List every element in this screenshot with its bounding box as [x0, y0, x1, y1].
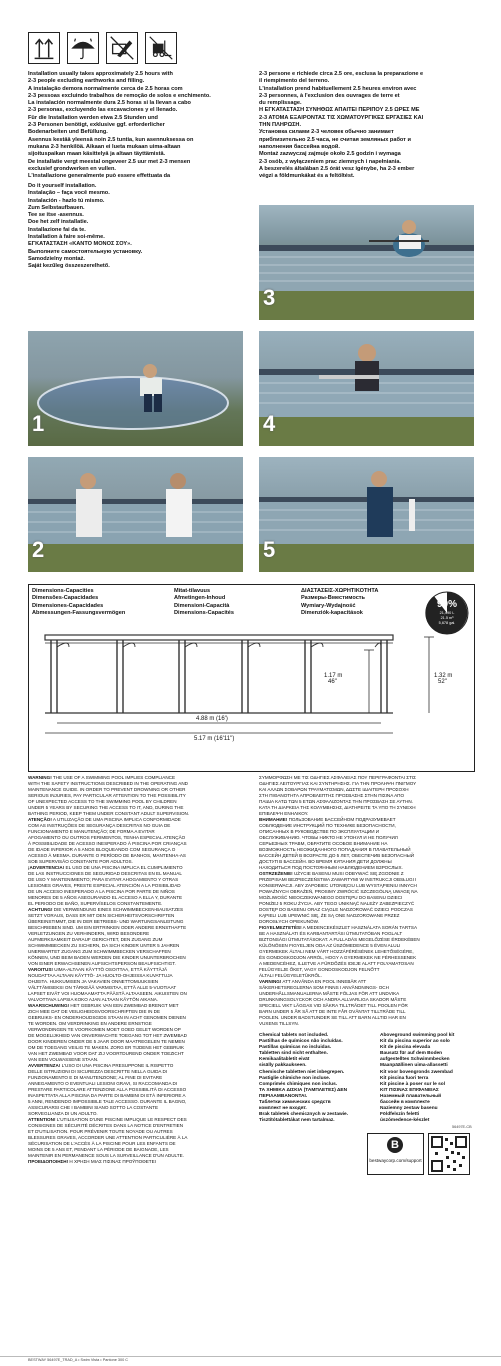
warning-text: INASPETTATA ALLA PISCINA DA PARTE DI BAMBINI DI ETÀ INFERIORE A — [28, 1093, 186, 1098]
warning-text: CONSIGNES DE SÉCURITÉ DÉCRITES DANS LA NOTICE D'ENTRETIEN — [28, 1123, 184, 1128]
warning-text: ΚΑΤΑ ΤΗ ΔΙΑΡΚΕΙΑ ΤΗΣ ΚΟΛΥΜΒΗΣΗΣ, ΔΙΑΤΗΡΕΙΤΕ ΤΑ ΥΠΟ ΤΗ ΣΥΝΕΧΗ — [259, 805, 416, 810]
warning-text: FELÜGYELJE ŐKET, VAGY GONDOSKODJON FELNŐTT — [259, 967, 380, 972]
step-4-photo — [259, 331, 474, 446]
warning-text: BIZTONSÁGI ÚTMUTATÁSOKAT. A FULLADÁS MEGELŐZÉSE ÉRDEKÉBEN — [259, 937, 420, 942]
install-time-line: L'installation prend habituellement 2.5 heures environ avec — [259, 85, 417, 92]
warning-text: KĄPIELI LUB UPEWNIĆ SIĘ, ŻE SĄ ONE NADZOROWANE PRZEZ — [259, 913, 400, 918]
warning-text: SOB SUPERVISÃO CONSTANTE POR ADULTOS. — [28, 859, 133, 864]
dimensions-heading-line: Abmessungen-Fassungsvermögen — [32, 609, 126, 616]
install-time-line: 2-3 personas, excluyendo las excavaciones y el llenado. — [28, 107, 178, 114]
warning-text: L'USO DI UNA PISCINA PRESUPPONE IL RISPETTO — [60, 1063, 174, 1068]
warning-text: ΣΥΜΜΟΡΦΩΣΗ ΜΕ ΤΙΣ ΟΔΗΓΙΕΣ ΑΣΦΑΛΕΙΑΣ ΠΟΥ ΠΕΡΙΓΡΑΦΟΝΤΑΙ ΣΤΙΣ — [259, 775, 416, 780]
warning-heading: ΠΡΟΕΙΔΟΠΟΙΗΣΗ! — [28, 1159, 69, 1164]
diy-line: Do it yourself installation. — [28, 183, 97, 189]
warning-text: UNERWARTET ZUGANG ZUM SCHWIMMBECKEN VERSCHAFFEN — [28, 949, 171, 954]
warning-text: Η ΧΡΗΣΗ ΜΙΑΣ ΠΙΣΙΝΑΣ ΠΡΟΫΠΟΘΕΤΕΙ — [68, 1159, 156, 1164]
diy-line: Doe het zelf installatie. — [28, 219, 89, 226]
bestway-logo-icon: B — [387, 1137, 403, 1153]
pool-kit-line: Kit da piscina superior ao solo — [380, 1039, 450, 1045]
chemical-tablets-line: Comprimés chimiques non inclus. — [259, 1081, 338, 1087]
safety-warnings-left — [28, 775, 260, 1165]
warning-text: ASSICURARSI CHE I BAMBINI SIANO SOTTO LA COSTANTE — [28, 1105, 159, 1110]
warning-text: LAPSET EIVÄT VOI HUOMAAMATTA PÄÄSTÄ ALTAASEEN. AIKUISTEN ON — [28, 991, 187, 996]
dimensions-heading-line: Dimenziók-kapacitások — [301, 609, 363, 616]
chemical-tablets-line: Pastillas químicas no incluidas. — [259, 1045, 332, 1051]
warning-text: POOLEN. UNDER BADSTUNDER SE TILL ATT BARN ALLTID HAR EN — [259, 1015, 406, 1020]
warning-text: ÉS GONDOSKODJON ARRÓL, HOGY A GYERMEKEK NE FÉRHESSENEK — [259, 955, 417, 960]
pool-kit-line: Наземный плавательный — [380, 1093, 442, 1099]
dimensions-heading-line: Dimensiones-Capacidades — [32, 602, 104, 609]
warning-text: DE IDADE INFERIOR A 5 ANOS BLOQUEANDO COM SEGURANÇA O — [28, 847, 176, 852]
chemical-tablets-line: комплект не входят. — [259, 1106, 307, 1112]
warning-text: L'UTILISATION D'UNE PISCINE IMPLIQUE LE RESPECT DES — [55, 1117, 187, 1122]
chemical-tablets-line: Chemical tablets not included. — [259, 1033, 329, 1038]
pool-kit-line: Kit voor bovengronds zwembad — [380, 1069, 453, 1075]
chemical-tablets-text — [259, 1033, 374, 1124]
install-time-text-right — [259, 71, 491, 180]
diy-line: Instalação – faça você mesmo. — [28, 190, 110, 197]
warning-text: NOUDATTAA ALTAAN KÄYTTÖ- JA HUOLTO-OHJEISSA KUVATTUJA — [28, 973, 173, 978]
warning-heading: WAARSCHUWING! — [28, 1003, 70, 1008]
footer-code: 56497E-CB — [452, 1125, 472, 1129]
warning-text: VERWONDINGEN TE VOORKOMEN MOET GOED GELET WORDEN OP — [28, 1027, 181, 1032]
install-time-line: наполнения бассейна водой. — [259, 143, 340, 150]
diy-line: Zum Selbstaufbauen. — [28, 204, 85, 211]
dimensions-heading-line: Mitat-tilavuus — [174, 588, 211, 594]
warning-text: AUFMERKSAMKEIT DARAUF GERICHTET, DEN ZUGANG ZUM — [28, 937, 163, 942]
water-height-metric: 1.17 m — [324, 673, 343, 679]
warning-text: MENORES DE 5 AÑOS ASEGURANDO EL ACCESO A ELLA Y, DURANTE — [28, 895, 183, 900]
warning-text: OF UNEXPECTED ACCESS TO THE SWIMMING POOL BY CHILDREN — [28, 799, 177, 804]
warning-text: ANNEGAMENTO O EVENTUALI LESIONI GRAVI, SI RACCOMANDA DI — [28, 1081, 178, 1086]
install-time-line: Montaż zazwyczaj zajmuje około 2.5 godzin i wymaga — [259, 151, 401, 158]
warning-text: DELLE ISTRUZIONI DI SICUREZZA DESCRITTE NELLA GUIDA DI — [28, 1069, 168, 1074]
pool-height-imperial: 52'' — [438, 679, 447, 685]
dimensions-heading-line: Dimensions-Capacités — [174, 609, 234, 616]
warning-text: DE MOGELIJKHEID VAN ONVERWACHTE TOEGANG TOT HET ZWEMBAD — [28, 1033, 187, 1038]
diy-installation-text — [28, 183, 248, 271]
warning-heading: FIGYELMEZTETÉS! — [259, 925, 302, 930]
this-way-up-icon — [28, 32, 60, 64]
warning-text: ΟΔΗΓΙΕΣ ΛΕΙΤΟΥΡΓΙΑΣ ΚΑΙ ΣΥΝΤΗΡΗΣΗΣ. ΓΙΑ ΤΗΝ ΠΡΟΛΗΨΗ ΠΝΙΓΜΟΥ — [259, 781, 417, 786]
warning-text: ОПИСАННЫХ В РУКОВОДСТВЕ ПО ЭКСПЛУАТАЦИИ И — [259, 829, 380, 834]
warning-text: DOSTĘP DO BASENU ORAZ CIĄGLE NADZOROWAĆ DZIECI PODCZAS — [259, 907, 413, 912]
dimensions-heading-line: Dimensões-Capacidades — [32, 595, 99, 602]
pool-kit-line: Kit piscina fuori terra — [380, 1075, 429, 1081]
warning-text: KÖNNEN, UND BEIM BADEN WERDEN DIE KINDER UNUNTERBROCHEN — [28, 955, 186, 960]
warning-text: НАХОДИТЬСЯ ПОД ПОСТОЯННЫМ НАБЛЮДЕНИЕМ ВЗРОСЛЫХ. — [259, 865, 403, 870]
chemical-tablets-line: Pastilhas de químicos não incluídas. — [259, 1039, 343, 1045]
dimensions-heading-line: Размеры-Вместимость — [301, 595, 365, 602]
install-time-line: Bodenarbeiten und Befüllung. — [28, 129, 108, 136]
warning-text: VON EINER ERWACHSENEN AUFSICHTSPERSON BEAUFSICHTIGT. — [28, 961, 176, 966]
diy-line: Instalación - hazlo tú mismo. — [28, 197, 105, 204]
warning-text: VAN HET ZWEMBAD VOOR DAT ZIJ VOORTDUREND ONDER TOEZICHT — [28, 1051, 184, 1056]
install-time-line: 2-3 osób, z wyłączeniem prac ziemnych i napełniania. — [259, 158, 402, 165]
install-time-text-left — [28, 71, 260, 180]
warning-text: PRESTARE PARTICOLARE ATTENZIONE ALLA POSSIBILITÀ DI ACCESSO — [28, 1087, 187, 1092]
warning-text: OM DE TOEGANG VEILIG TE MAKEN. ZORG ER TIJDENS HET GEBRUIK — [28, 1045, 185, 1050]
install-time-line: 2-3 Personen benötigt, exklusive ggf. erforderlicher — [28, 122, 165, 129]
warning-text: GYERMEKEK ÁLTALI NEM VÁRT HOZZÁFÉRÉSÉNEK LEHETŐSÉGÉRE, — [259, 949, 414, 954]
pool-kit-line: Maanpäällinen uima-allassetti — [380, 1063, 448, 1069]
warning-heading: ATENÇÃO! — [28, 817, 52, 822]
install-time-line: Η ΕΓΚΑΤΑΣΤΑΣΗ ΣΥΝΗΘΩΣ ΑΠΑΙΤΕΙ ΠΕΡΙΠΟΥ 2.5 ΩΡΕΣ ΜΕ — [259, 107, 420, 114]
footer-divider — [0, 1356, 501, 1357]
warning-heading: ATTENTION! — [28, 1117, 56, 1122]
install-time-line: Asennus kestää yleensä noin 2.5 tuntia, kun asennuksessa on — [28, 136, 194, 143]
pool-height-label — [434, 673, 452, 685]
step-2-photo — [28, 457, 243, 572]
pool-height-metric: 1.32 m — [434, 673, 453, 679]
warning-text: GEBRUIKS- EN ONDERHOUDSGIDS STAAN IN ACHT GENOMEN DIENEN — [28, 1015, 186, 1020]
warning-text: SÉCURISATION DE L'ACCÈS À LA PISCINE POUR LES ENFANTS DE — [28, 1141, 176, 1146]
warning-text: UŻYCIE BASENU MUSI ODBYWAĆ SIĘ ZGODNIE Z — [292, 871, 404, 876]
step-number-4: 4 — [263, 411, 276, 436]
pool-kit-text — [380, 1033, 495, 1124]
install-time-line: приблизительно 2.5 часа, не считая земляных работ и — [259, 136, 411, 143]
warning-text: ATT ANVÄNDA EN POOL INNEBÄR ATT — [281, 979, 367, 984]
install-time-line: 2-3 personnes, à l'exclusion des ouvrages de terre et — [259, 92, 400, 99]
warning-text: A UTILIZAÇÃO DE UMA PISCINA IMPLICA CONFORMIDADE — [51, 817, 181, 822]
install-time-line: 2-3 people excluding earthworks and filling. — [28, 78, 145, 85]
warning-text: À POSSIBILIDADE DE ACESSO INESPERADO À PISCINA POR CRIANÇAS — [28, 841, 187, 846]
warning-text: PRZEPISAMI BEZPIECZEŃSTWA ZAWARTYMI W INSTRUKCJI OBSŁUGI I — [259, 877, 417, 882]
warning-text: DOOR KINDEREN ONDER DE 5 JAAR DOOR MAATREGELEN TE NEMEN — [28, 1039, 185, 1044]
diy-line: Samodzielny montaż. — [28, 255, 85, 262]
warning-text: ZICH MEE DAT DE VEILIGHEIDSVOORSCHRIFTEN DIE IN DE — [28, 1009, 161, 1014]
warning-text: DE LAS INSTRUCCIONES DE SEGURIDAD DESCRITAS EN EL MANUAL — [28, 871, 182, 876]
pool-kit-line: Bausatz für auf dem Boden — [380, 1051, 443, 1057]
water-height-imperial: 46'' — [328, 679, 337, 685]
install-time-line: il riempimento del terreno. — [259, 78, 330, 85]
chemical-tablets-line: Tabletten sind nicht enthalten. — [259, 1051, 328, 1057]
warning-text: ΣΤΗ ΠΙΘΑΝΟΤΗΤΑ ΑΠΡΟΒΛΕΠΤΗΣ ΠΡΟΣΒΑΣΗΣ ΣΤΗΝ ΠΙΣΙΝΑ ΑΠΟ — [259, 793, 405, 798]
warning-text: SCHWIMMBECKEN ZU SICHERN, DA SICH KINDER UNTER 5 JAHREN — [28, 943, 180, 948]
step-3-photo — [259, 205, 474, 320]
step-number-5: 5 — [263, 537, 276, 562]
dimensions-heading-line: Afmetingen-Inhoud — [174, 595, 226, 602]
step-number-3: 3 — [263, 285, 276, 310]
warning-text: SPECIELL VIKT LÄGGAS VID SÄKRA TILLTRÄDET TILL POOLEN FÖR — [259, 1003, 408, 1008]
pool-kit-line: úszómedence-készlet — [380, 1118, 430, 1124]
warning-text: LESIONES GRAVES, PRESTE ESPECIAL ATENCIÓN A LA POSIBILIDAD — [28, 883, 181, 888]
dimensions-heading-line: ΔΙΑΣΤΑΣΕΙΣ-ΧΩΡΗΤΙΚΟΤΗΤΑ — [301, 588, 379, 594]
dimensions-heading-line: Dimensioni-Capacità — [174, 602, 230, 609]
chemical-tablets-line: ΠΕΡΙΛΑΜΒΑΝΟΝΤΑΙ. — [259, 1093, 308, 1099]
warning-heading: OSTRZEŻENIE! — [259, 871, 293, 876]
install-time-line: A beszerelés általában 2.5 órát vesz igénybe, ha 2-3 ember — [259, 165, 415, 172]
warning-text: DOROSŁYCH OPIEKUNÓW. — [259, 919, 319, 924]
warning-text: KÜLÖNÖSEN FIGYELJEN ODA AZ ÚSZÓMEDENCE 5 ÉVEN ALULI — [259, 943, 401, 948]
warning-text: ОБСЛУЖИВАНИЮ. ЧТОБЫ НИКТО НЕ УТОНУЛ И НЕ ПОЛУЧИЛ — [259, 835, 398, 840]
warning-text: ПОЛЬЗОВАНИЕ БАССЕЙНОМ ПОДРАЗУМЕВАЕТ — [287, 817, 396, 822]
warning-text: ΚΑΙ ΑΛΛΩΝ ΣΟΒΑΡΩΝ ΤΡΑΥΜΑΤΙΣΜΩΝ, ΔΩΣΤΕ ΙΔΙΑΙΤΕΡΗ ΠΡΟΣΟΧΗ — [259, 787, 409, 792]
warning-text: SERIOUS INJURIES, PAY PARTICULAR ATTENTION TO THE POSSIBILITY — [28, 793, 186, 798]
warning-text: 5 ANNI, RENDENDO IMPOSSIBILE TALE ACCESSO. DURANTE IL BAGNO, — [28, 1099, 187, 1104]
qr-code[interactable] — [428, 1133, 470, 1175]
water-height-label — [324, 673, 342, 685]
warning-text: MAINTENANCE GUIDE. IN ORDER TO PREVENT DROWNING OR OTHER — [28, 787, 186, 792]
chemical-tablets-line: sisälly pakkaukseen. — [259, 1063, 307, 1069]
pool-kit-line: бассейн в комплекте — [380, 1100, 430, 1106]
warning-text: MOŻLIWOŚĆ NIEOCZEKIWANEGO DOSTĘPU DO BASENU DZIECI — [259, 895, 403, 900]
step-1-photo — [28, 331, 243, 446]
inner-length-label: 4.88 m (16') — [196, 716, 228, 722]
pool-kit-line: aufgestelltes Schwimmbecken — [380, 1057, 450, 1063]
warning-text: EL PERIODO DE BAÑO, SUPERVÍSELOS CONSTANTEMENTE. — [28, 901, 163, 906]
install-time-line: 2-3 persone e richiede circa 2.5 ore, esclusa la preparazione e — [259, 71, 424, 77]
diy-line: Выполните самостоятельную установку. — [28, 248, 143, 255]
warning-text: THE USE OF A SWIMMING POOL IMPLIES COMPLIANCE — [51, 775, 176, 780]
diy-line: ΕΓΚΑΤΑΣΤΑΣΗ «ΚΑΝΤΟ ΜΟΝΟΣ ΣΟΥ». — [28, 241, 132, 248]
diy-line: Tee se itse -asennus. — [28, 212, 84, 219]
warning-text: BATHING PERIOD, KEEP THEM UNDER CONSTANT ADULT SUPERVISION. — [28, 811, 190, 816]
warning-text: BESCHRIEBEN SIND. UM EIN ERTRINKEN ODER ANDERE ERNSTHAFTE — [28, 925, 187, 930]
warning-text: HET GEBRUIK VAN EEN ZWEMBAD BRENGT MET — [69, 1003, 179, 1008]
support-logo-box[interactable] — [367, 1133, 424, 1175]
warning-text: VUXENS TILLSYN. — [259, 1021, 299, 1026]
warning-text: DE USO Y MANTENIMIENTO; PARA EVITAR AHOGAMIENTO Y OTRAS — [28, 877, 179, 882]
warning-text: SÄKERHETSREGLERNA SOM FINNS I ANVÄNDNINGS- OCH — [259, 985, 389, 990]
dimensions-heading-line: Wymiary-Wydajność — [301, 602, 356, 609]
warning-text: MAINTENIR EN PERMANENCE SOUS LA SURVEILLANCE D'UN ADULTE. — [28, 1153, 184, 1158]
no-knife-icon — [106, 32, 138, 64]
warning-text: VALVOTTAVA LAPSIA KOKO AJAN ALTAAN KÄYTÖN AIKANA. — [28, 997, 159, 1002]
warning-text: FUNCIONAMENTO E MANUTENÇÃO; DE FORMA A EVITAR — [28, 829, 155, 834]
install-time-line: Установка силами 2-3 человек обычно занимает — [259, 129, 394, 136]
warning-text: ДОСТУП В БАССЕЙН. ВО ВРЕМЯ КУПАНИЯ ДЕТИ ДОЛЖНЫ — [259, 859, 392, 864]
install-time-line: De installatie vergt meestal ongeveer 2.5 uur met 2-3 mensen — [28, 158, 191, 165]
diy-line: Installation à faire soi-même. — [28, 234, 105, 241]
step-number-2: 2 — [32, 537, 45, 562]
warning-text: A MEDENCEKÉSZLET HASZNÁLATA SORÁN TARTSA — [301, 925, 418, 930]
warning-text: ÜBEREINSTIMMT, DIE IN DER BETRIEBS- UND WARTUNGSANLEITUNG — [28, 919, 184, 924]
chemical-tablets-line: Pastiglie chimiche non incluse. — [259, 1075, 331, 1081]
warning-text: OHJEITA. HUKKUMISEN JA VAKAVIEN ONNETTOMUUKSIEN — [28, 979, 159, 984]
warning-text: UNDERHÅLLSMANUALERNA MÅSTE FÖLJAS FÖR ATT UNDVIKA — [259, 991, 400, 996]
warning-text: VERLETZUNGEN ZU VERHINDERN, WIRD BESONDERE — [28, 931, 150, 936]
chemical-tablets-line: ΤΑ ΧΗΜΙΚΑ ΔΙΣΚΙΑ (ΤΑΜΠΛΕΤΕΣ) ΔΕΝ — [259, 1087, 348, 1093]
warning-text: FUNZIONAMENTO E DI MANUTENZIONE; AL FINE DI EVITARE — [28, 1075, 163, 1080]
step-5-photo — [259, 457, 474, 572]
support-url[interactable]: bestwaycorp.com/support — [369, 1158, 422, 1163]
pool-kit-line: Földfelszín feletti — [380, 1112, 420, 1118]
chemical-tablets-line: Tisztítótablettákat nem tartalmaz. — [259, 1118, 335, 1124]
install-time-line: A instalação demora normalmente cerca de 2.5 horas com — [28, 85, 183, 92]
warning-text: СОБЛЮДЕНИЕ ИНСТРУКЦИЙ ПО ТЕХНИКЕ БЕЗОПАСНОСТИ, — [259, 823, 396, 828]
warning-heading: ¡ADVERTENCIA! — [28, 865, 65, 870]
warning-line — [28, 1159, 260, 1165]
warning-text: ΠΑΙΔΙΑ ΚΑΤΩ ΤΩΝ 5 ΕΤΩΝ ΑΣΦΑΛΙΖΟΝΤΑΣ ΤΗΝ ΠΡΟΣΒΑΣΗ ΣΕ ΑΥΤΗΝ. — [259, 799, 413, 804]
install-time-line: exclusief grondwerken en vullen. — [28, 165, 116, 172]
chemical-tablets-line: Таблетки химических средств — [259, 1100, 331, 1106]
warning-heading: ВНИМАНИЕ! — [259, 817, 288, 822]
warning-text: DIE VERWENDUNG EINES SCHWIMMBECKEN-BAUSATZES — [52, 907, 184, 912]
chemical-tablets-line: Chemische tabletten niet inbegrepen. — [259, 1069, 345, 1075]
warning-line — [259, 1021, 491, 1027]
warning-text: A MEDENCÉHEZ, ILLETVE A FÜRDŐZÉS IDEJE ALATT FOLYAMATOSAN — [259, 961, 414, 966]
keep-dry-icon — [67, 32, 99, 64]
warning-text: ΕΠΙΒΛΕΨΗ ΕΝΗΛΙΚΟΥ. — [259, 811, 309, 816]
install-time-line: Für die Installation werden etwa 2.5 Stunden und — [28, 114, 158, 121]
install-time-line: 2-3 pessoas excluindo trabalhos de remoção de solos e enchimento. — [28, 92, 211, 99]
install-time-line: 2-3 ΑΤΟΜΑ ΕΞΑΙΡΟΝΤΑΣ ΤΙΣ ΧΩΜΑΤΟΥΡΓΙΚΕΣ ΕΡΓΑΣΙΕΣ ΚΑΙ — [259, 114, 424, 121]
warning-text: ВОЗМОЖНОСТЬ НЕОЖИДАННОГО ПОПАДАНИЯ В ПЛАВАТЕЛЬНЫЙ — [259, 847, 411, 852]
warning-text: BARN UNDER 5 ÅR SÅ ATT DE INTE FÅR OVÄNTAT TILLTRÄDE TILL — [259, 1009, 406, 1014]
safety-warnings-right — [259, 775, 491, 1027]
pool-kit-line: Aboveground swimming pool kit — [380, 1033, 455, 1038]
warning-text: VÄLTTÄMISEKSI ON TÄRKEÄÄ VARMISTAA, ETTÄ ALLE 5-VUOTIAAT — [28, 985, 177, 990]
warning-heading: WARNING! — [28, 775, 52, 780]
warning-text: AFOGAMENTO OU OUTROS FERIMENTOS, TENHA ESPECIAL ATENÇÃO — [28, 835, 186, 840]
warning-heading: AVVERTENZA! — [28, 1063, 61, 1068]
warning-text: UNDER 5 YEARS BY SECURING THE ACCESS TO IT, AND, DURING THE — [28, 805, 184, 810]
pool-kit-line: Kit piscine à poser sur le sol — [380, 1081, 446, 1087]
warning-heading: VAROITUS! — [28, 967, 53, 972]
diy-line: Saját kezűleg összeszerelhető. — [28, 263, 110, 270]
pool-frame-diagram — [29, 585, 474, 771]
capacity-cubic: 21.5 m³ — [440, 616, 454, 620]
warning-text: ÁLTALI FELÜGYELETÜKRŐL. — [259, 973, 322, 978]
install-time-line: L'installazione generalmente può essere effettuata da — [28, 173, 171, 180]
warning-text: BLESSURES GRAVES, ACCORDER UNE ATTENTION PARTICULIÈRE À LA — [28, 1135, 188, 1140]
capacity-gallons: 5,678 gal. — [438, 621, 456, 625]
warning-text: POWAŻNYCH OBRAŻEŃ, PROSIMY ZWRÓCIĆ SZCZEGÓLNĄ UWAGĘ NA — [259, 889, 418, 894]
pool-kit-line: ΚΙΤ ΠΙΣΙΝΑΣ ΕΠΙΦΑΝΕΙΑΣ — [380, 1087, 439, 1093]
warning-text: БАССЕЙН ДЕТЕЙ В ВОЗРАСТЕ ДО 5 ЛЕТ, ОБЕСПЕЧИВ БЕЗОПАСНЫЙ — [259, 853, 415, 858]
warning-text: EL USO DE UNA PISCINA IMPLICA EL CUMPLIMIENTO — [64, 865, 183, 870]
warning-text: ACESSO À MESMA. DURANTE O PERÍODO DE BANHOS, MANTENHA-AS — [28, 853, 186, 858]
warning-text: UIMA-ALTAAN KÄYTTÖ OSOITTAA, ETTÄ KÄYTTÄJÄ — [52, 967, 168, 972]
warning-heading: VARNING! — [259, 979, 282, 984]
outer-length-label: 5.17 m (16'11'') — [194, 736, 235, 742]
warning-text: COM AS INSTRUÇÕES DE SEGURANÇA DESCRITAS NO GUIA DE — [28, 823, 171, 828]
warning-text: KONSERWACJI. ABY ZAPOBIEC UTONIĘCIU LUB WYSTĄPIENIU INNYCH — [259, 883, 417, 888]
warning-text: SORVEGLIANZA DI UN ADULTO. — [28, 1111, 98, 1116]
install-time-line: ΤΗΝ ΠΛΗΡΩΣΗ. — [259, 122, 302, 129]
warning-text: SETZT VORAUS, DASS ER MIT DEN SICHERHEITSVORSCHRIFTEN — [28, 913, 175, 918]
install-time-line: végzi a földmunkákat és a feltöltést. — [259, 173, 355, 180]
warning-text: DRUNKNINGSOLYCKOR OCH ANDRA ALLVARLIGA SKADOR MÅSTE — [259, 997, 407, 1002]
warning-text: DE UN ACCESO INESPERADO A LA PISCINA POR PARTE DE NIÑOS — [28, 889, 175, 894]
install-time-line: La instalación normalmente dura 2.5 horas si la llevan a cabo — [28, 100, 191, 107]
step-number-1: 1 — [32, 411, 45, 436]
warning-text: PONIŻEJ 5 ROKU ŻYCIA. ABY TEGO UNIKNĄĆ NALEŻY ZABEZPIECZYĆ — [259, 901, 415, 906]
warning-text: MOINS DE 5 ANS ET, PENDANT LA PÉRIODE DE BAIGNADE, LES — [28, 1147, 169, 1152]
install-time-line: Installation usually takes approximately 2.5 hours with — [28, 71, 173, 77]
chemical-tablets-line: Brak tabletek chemicznych w zestawie. — [259, 1112, 349, 1118]
pool-kit-line: Kit de piscina elevada — [380, 1045, 431, 1051]
capacity-percent: 90% — [436, 599, 457, 610]
warning-text: ET D'UTILISATION. POUR PRÉVENIR TOUTE NOYADE OU AUTRES — [28, 1129, 173, 1134]
diy-line: Installazione fai da te. — [28, 226, 86, 233]
warning-text: VAN EEN VOLWASSENE STAAN. — [28, 1057, 99, 1062]
pool-kit-line: Naziemny zestaw basenu — [380, 1106, 438, 1112]
chemical-tablets-line: Kemikaalitabletit eivät — [259, 1057, 310, 1063]
dimensions-heading-line: Dimensions-Capacities — [32, 588, 94, 594]
footer-print-info: BESTWAY 56497E_TRAD_A • Swim Vista • Pantone 300 C — [28, 1358, 129, 1362]
warning-heading: ACHTUNG! — [28, 907, 53, 912]
install-time-line: mukana 2-3 henkilöä. Aikaan ei lueta mukaan uima-altaan — [28, 143, 181, 150]
warning-text: WITH THE SAFETY INSTRUCTIONS DESCRIBED IN THE OPERATING AND — [28, 781, 188, 786]
warning-text: СЕРЬЕЗНЫХ ТРАВМ, ОБРАТИТЕ ОСОБОЕ ВНИМАНИЕ НА — [259, 841, 388, 846]
install-time-line: du remplissage. — [259, 100, 302, 107]
install-time-line: sijoituspaikan maan käsittelyä ja altaan täyttämistä. — [28, 151, 166, 158]
warning-text: BE A HASZNÁLATI ÉS KARBANTARTÁSI ÚTMUTATÓBAN FOGLALT — [259, 931, 403, 936]
dimensions-panel — [28, 584, 475, 772]
no-forklift-icon — [145, 32, 177, 64]
capacity-liters: 21,490 L — [439, 611, 455, 615]
warning-text: TE WORDEN. OM VERDRINKING EN ANDERE ERNSTIGE — [28, 1021, 152, 1026]
